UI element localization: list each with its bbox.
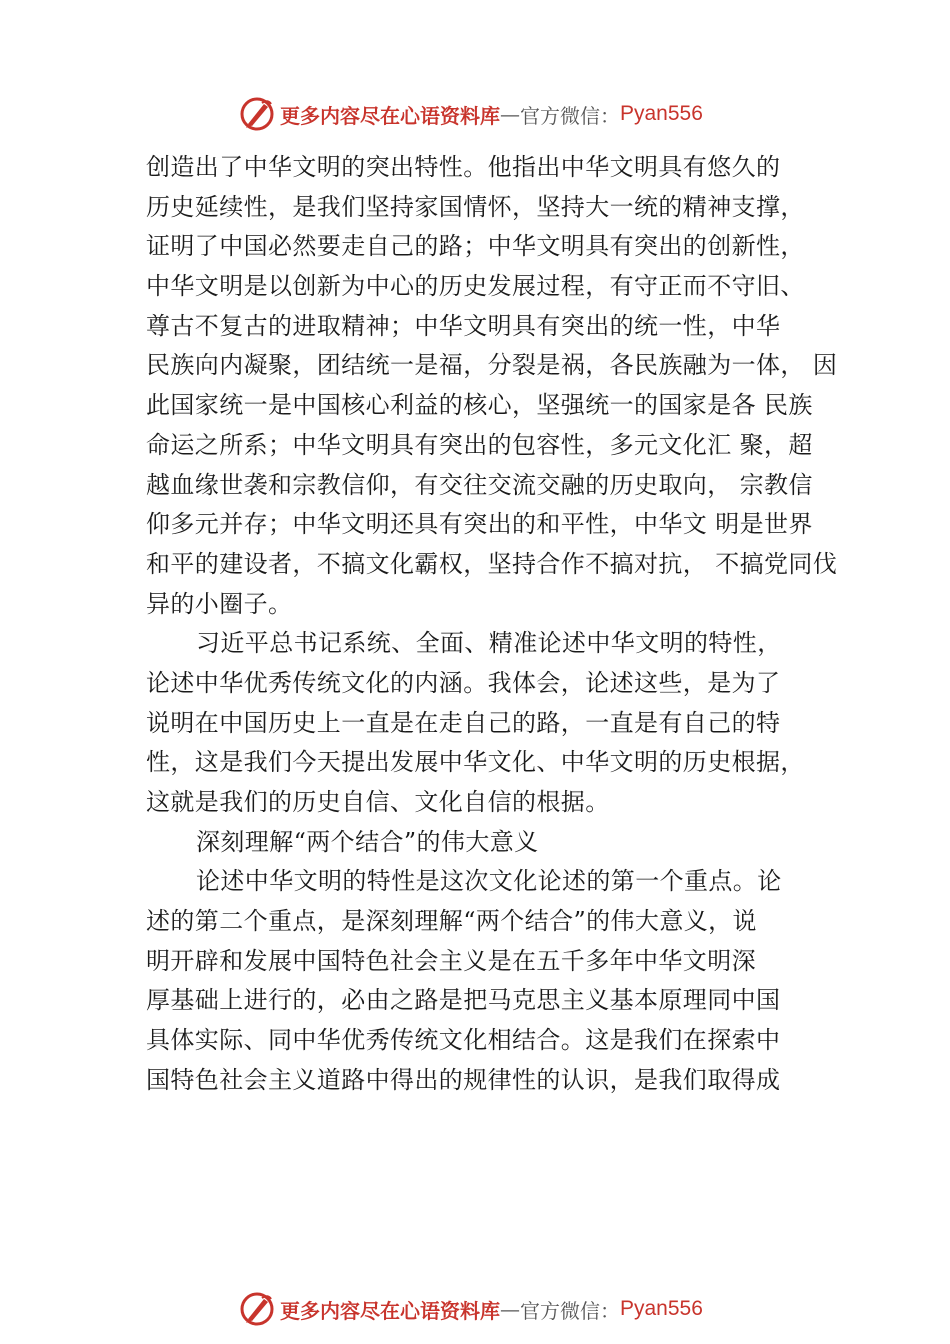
body-line: 论述中华优秀传统文化的内涵。我体会，论述这些，是为了	[146, 668, 781, 697]
document-body	[146, 148, 836, 1101]
body-line: 这就是我们的历史自信、文化自信的根据。	[146, 788, 610, 816]
header-banner-text: 更多内容尽在心语资料库	[280, 103, 500, 128]
header-banner-dash: —	[500, 102, 520, 126]
body-line: 和平的建设者，不搞文化霸权，坚持合作不搞对抗， 不搞党同伐	[146, 549, 838, 578]
body-line: 越血缘世袭和宗教信仰，有交往交流交融的历史取向， 宗教信	[146, 470, 813, 499]
pen-logo-icon	[238, 95, 276, 133]
body-line: 仰多元并存；中华文明还具有突出的和平性，中华文 明是世界	[146, 510, 813, 539]
footer-watermark-banner	[238, 1289, 703, 1329]
paragraph-start-line: 习近平总书记系统、全面、精准论述中华文明的特性，	[196, 629, 782, 658]
footer-banner-dash: —	[500, 1297, 520, 1321]
body-line: 中华文明是以创新为中心的历史发展过程，有守正而不守旧、	[146, 272, 805, 301]
header-banner-id: Pyan556	[620, 102, 703, 125]
body-line: 此国家统一是中国核心利益的核心，坚强统一的国家是各 民族	[146, 391, 813, 420]
body-line: 具体实际、同中华优秀传统文化相结合。这是我们在探索中	[146, 1026, 781, 1055]
body-line: 民族向内凝聚，团结统一是福，分裂是祸，各民族融为一体， 因	[146, 351, 838, 380]
body-line: 说明在中国历史上一直是在走自己的路，一直是有自己的特	[146, 708, 781, 737]
header-watermark-banner	[238, 94, 703, 134]
header-banner-sub: 官方微信：	[520, 103, 620, 128]
body-line: 创造出了中华文明的突出特性。他指出中华文明具有悠久的	[146, 153, 781, 181]
body-line: 性，这是我们今天提出发展中华文化、中华文明的历史根据，	[146, 748, 805, 777]
pen-logo-icon	[238, 1290, 276, 1328]
footer-banner-sub: 官方微信：	[520, 1298, 620, 1323]
paragraph-start-line: 论述中华文明的特性是这次文化论述的第一个重点。论	[196, 867, 782, 896]
footer-banner-text: 更多内容尽在心语资料库	[280, 1298, 500, 1323]
body-line: 述的第二个重点，是深刻理解“两个结合”的伟大意义，说	[146, 907, 757, 936]
body-line: 异的小圈子。	[146, 589, 293, 618]
body-line: 厚基础上进行的，必由之路是把马克思主义基本原理同中国	[146, 986, 781, 1015]
body-line: 证明了中国必然要走自己的路；中华文明具有突出的创新性，	[146, 232, 805, 261]
body-line: 命运之所系；中华文明具有突出的包容性，多元文化汇 聚，超	[146, 430, 813, 459]
body-line: 尊古不复古的进取精神；中华文明具有突出的统一性，中华	[146, 311, 781, 340]
section-heading: 深刻理解“两个结合”的伟大意义	[196, 827, 539, 856]
body-line: 国特色社会主义道路中得出的规律性的认识，是我们取得成	[146, 1065, 781, 1094]
footer-banner-id: Pyan556	[620, 1297, 703, 1320]
body-line: 明开辟和发展中国特色社会主义是在五千多年中华文明深	[146, 946, 756, 975]
body-line: 历史延续性，是我们坚持家国情怀，坚持大一统的精神支撑，	[146, 192, 805, 221]
